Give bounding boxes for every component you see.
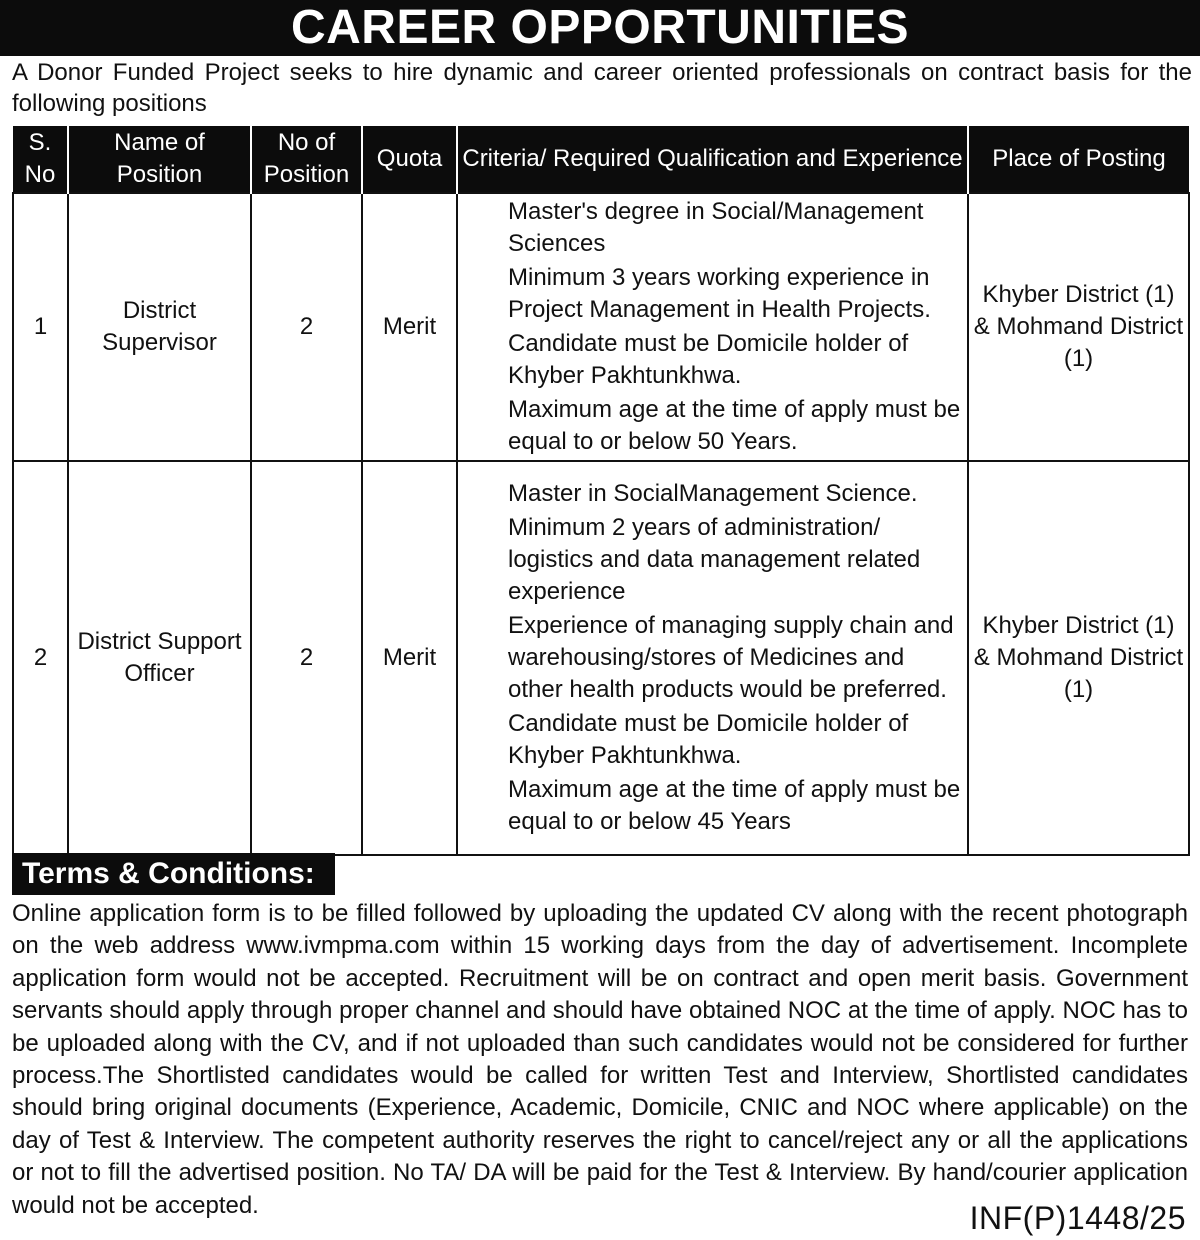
criteria-item: Maximum age at the time of apply must be equal to or below 50 Years.: [508, 396, 961, 455]
header-position: Name of Position: [68, 126, 251, 193]
header-posting: Place of Posting: [968, 126, 1189, 193]
cell-posting: Khyber District (1) & Mohmand District (1): [968, 461, 1189, 855]
criteria-item: Master in SocialManagement Science.: [508, 480, 918, 507]
header-count: No of Position: [251, 126, 362, 193]
cell-position: District Supervisor: [68, 193, 251, 461]
positions-table: [12, 126, 1190, 856]
table-row: [13, 193, 1189, 461]
terms-text: Online application form is to be filled followed by uploading the updated CV along with the recent photograph on the web address www.ivmpma.com within 15 working days from the day of advertisement. Incomplete application form would not be accepted. Recruitment will be on contract and open merit basis. Government servants should apply through proper channel and should have obtained NOC at the time of apply. NOC has to be uploaded along with the CV, and if not uploaded than such candidates would not be considered for further process.The Shortlisted candidates would be called for written Test and Interview, Shortlisted candidates should bring original documents (Experience, Academic, Domicile, CNIC and NOC where applicable) on the day of Test & Interview. The competent authority reserves the right to cancel/reject any or all the applications or not to fill the advertised position. No TA/ DA will be paid for the Test & Interview. By hand/courier application would not be accepted.: [12, 900, 1188, 1219]
cell-criteria: [457, 461, 968, 855]
table-row: [13, 461, 1189, 855]
cell-sno: 2: [13, 461, 68, 855]
terms-heading: Terms & Conditions:: [12, 853, 335, 895]
table-header-row: [13, 126, 1189, 193]
intro-text: A Donor Funded Project seeks to hire dynamic and career oriented professionals on contract basis for the following positions: [12, 59, 1192, 117]
page-title: CAREER OPPORTUNITIES: [0, 0, 1200, 56]
header-criteria: Criteria/ Required Qualification and Experience: [457, 126, 968, 193]
criteria-item: Candidate must be Domicile holder of Khyber Pakhtunkhwa.: [508, 330, 909, 389]
cell-count: 2: [251, 193, 362, 461]
criteria-item: Minimum 3 years working experience in Project Management in Health Projects.: [508, 264, 931, 323]
cell-posting: Khyber District (1) & Mohmand District (1): [968, 193, 1189, 461]
cell-quota: Merit: [362, 461, 457, 855]
cell-criteria: [457, 193, 968, 461]
header-sno: S. No: [13, 126, 68, 193]
cell-count: 2: [251, 461, 362, 855]
header-quota: Quota: [362, 126, 457, 193]
criteria-item: Candidate must be Domicile holder of Khyber Pakhtunkhwa.: [508, 710, 909, 769]
reference-number: INF(P)1448/25: [969, 1200, 1186, 1236]
criteria-item: Master's degree in Social/Management Sciences: [508, 198, 924, 257]
criteria-item: Experience of managing supply chain and warehousing/stores of Medicines and other health products would be preferred.: [508, 612, 954, 703]
criteria-item: Minimum 2 years of administration/ logistics and data management related experience: [508, 514, 921, 605]
criteria-item: Maximum age at the time of apply must be equal to or below 45 Years: [508, 776, 961, 835]
cell-position: District Support Officer: [68, 461, 251, 855]
cell-sno: 1: [13, 193, 68, 461]
cell-quota: Merit: [362, 193, 457, 461]
